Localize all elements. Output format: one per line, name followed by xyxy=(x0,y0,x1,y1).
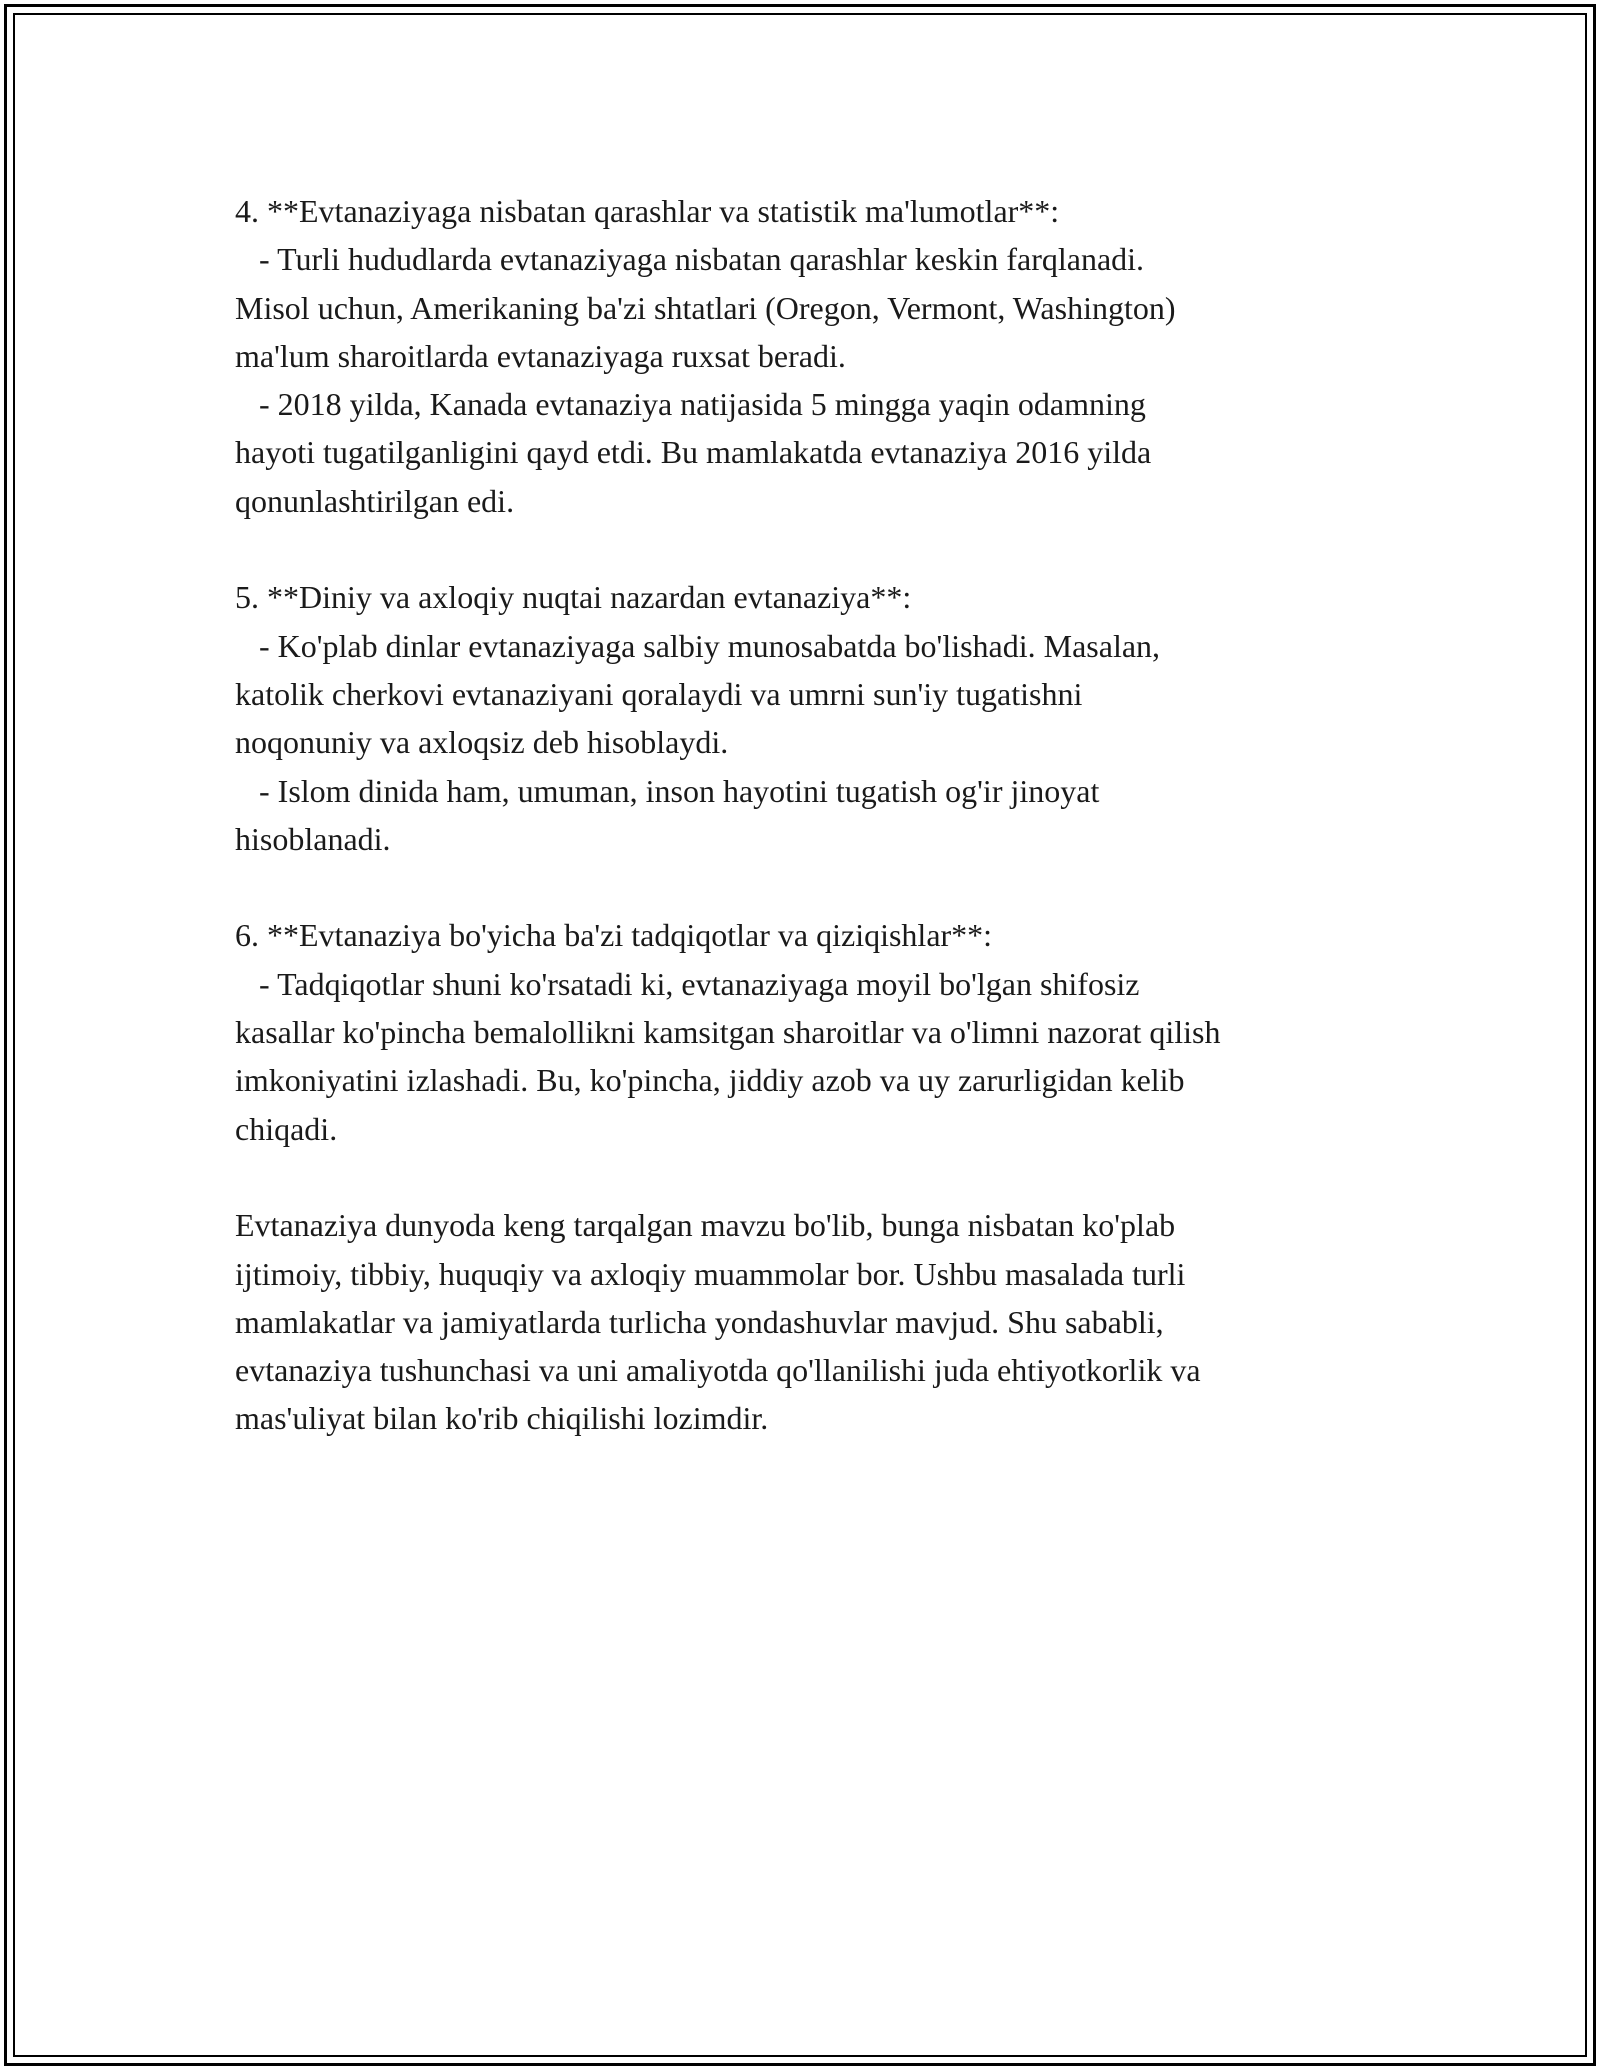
text-line: katolik cherkovi evtanaziyani qoralaydi va umrni sun'iy tugatishni xyxy=(235,675,1083,712)
section-heading: 6. **Evtanaziya bo'yicha ba'zi tadqiqotlar va qiziqishlar**: xyxy=(235,917,993,954)
text-line: - Turli hududlarda evtanaziyaga nisbatan qarashlar keskin farqlanadi. xyxy=(235,241,1145,278)
text-line: hayoti tugatilganligini qayd etdi. Bu mamlakatda evtanaziya 2016 yilda xyxy=(235,434,1152,471)
text-line: mas'uliyat bilan ko'rib chiqilishi lozimdir. xyxy=(235,1400,769,1437)
section-views-and-statistics xyxy=(235,187,1395,525)
text-line: ijtimoiy, tibbiy, huquqiy va axloqiy muammolar bor. Ushbu masalada turli xyxy=(235,1255,1186,1292)
text-line: Misol uchun, Amerikaning ba'zi shtatlari (Oregon, Vermont, Washington) xyxy=(235,289,1176,326)
text-line: noqonuniy va axloqsiz deb hisoblaydi. xyxy=(235,724,729,761)
text-line: ma'lum sharoitlarda evtanaziyaga ruxsat beradi. xyxy=(235,337,846,374)
text-line: hisoblanadi. xyxy=(235,820,391,857)
text-line: - Ko'plab dinlar evtanaziyaga salbiy munosabatda bo'lishadi. Masalan, xyxy=(235,627,1161,664)
section-conclusion xyxy=(235,1201,1395,1442)
text-line: mamlakatlar va jamiyatlarda turlicha yondashuvlar mavjud. Shu sababli, xyxy=(235,1303,1164,1340)
text-line: Evtanaziya dunyoda keng tarqalgan mavzu bo'lib, bunga nisbatan ko'plab xyxy=(235,1207,1176,1244)
paragraph-gap xyxy=(235,1153,1395,1201)
text-line: - Islom dinida ham, umuman, inson hayotini tugatish og'ir jinoyat xyxy=(235,772,1100,809)
document-body xyxy=(235,187,1395,1443)
text-line: - 2018 yilda, Kanada evtanaziya natijasida 5 mingga yaqin odamning xyxy=(235,386,1146,423)
text-line: - Tadqiqotlar shuni ko'rsatadi ki, evtanaziyaga moyil bo'lgan shifosiz xyxy=(235,965,1140,1002)
section-religious-view xyxy=(235,573,1395,863)
text-line: qonunlashtirilgan edi. xyxy=(235,482,515,519)
text-line: kasallar ko'pincha bemalollikni kamsitgan sharoitlar va o'limni nazorat qilish xyxy=(235,1014,1221,1051)
section-heading: 4. **Evtanaziyaga nisbatan qarashlar va statistik ma'lumotlar**: xyxy=(235,193,1060,229)
section-heading: 5. **Diniy va axloqiy nuqtai nazardan evtanaziya**: xyxy=(235,579,912,616)
text-line: imkoniyatini izlashadi. Bu, ko'pincha, jiddiy azob va uy zarurligidan kelib xyxy=(235,1062,1185,1099)
text-line: chiqadi. xyxy=(235,1110,338,1147)
text-line: evtanaziya tushunchasi va uni amaliyotda qo'llanilishi juda ehtiyotkorlik va xyxy=(235,1352,1201,1389)
paragraph-gap xyxy=(235,525,1395,573)
section-research xyxy=(235,911,1395,1152)
paragraph-gap xyxy=(235,863,1395,911)
